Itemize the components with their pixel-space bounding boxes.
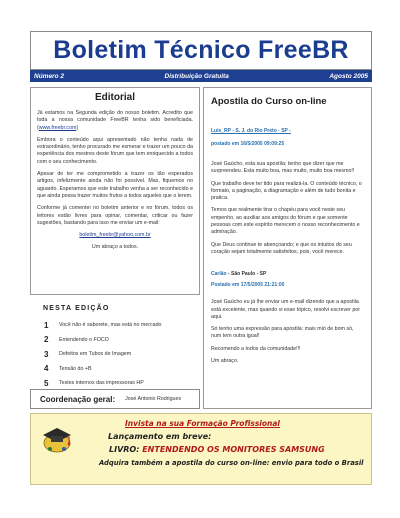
post-timestamp: postado em 16/5/2005 09:09:25 [211, 141, 285, 147]
post-paragraph: Temos que realmente tirar o chapéu para você neste seu empenho, ao auxiliar aos amigos do fórum e que somente pessoas com este espírito merecem o nosso reconhecimento e admiração. [211, 207, 360, 236]
contents-item-number: 1 [44, 320, 49, 330]
editorial-paragraph-1 [37, 110, 193, 132]
contents-item-number: 5 [44, 378, 49, 388]
info-bar [30, 70, 372, 82]
banner-headline: Invista na sua Formação Profissional [125, 419, 280, 428]
post-paragraph: Que trabalho deve ter tido para realizá-la. O conteúdo técnico, o formato, a paginação, a diagramação e além de tudo bonita e pratica. [211, 180, 362, 202]
post-author[interactable]: Carlão [211, 271, 227, 278]
contents-item-title: Defeitos em Tubos de Imagem [59, 351, 132, 358]
contents-item-title: Tensão do +B [59, 365, 92, 372]
post-timestamp: Postado em 17/5/2005 21:21:00 [211, 282, 285, 289]
post-author[interactable]: Luis_RP - S. J. do Rio Preto - SP - [211, 128, 291, 134]
contents-item[interactable] [44, 318, 194, 333]
contents-item-number: 4 [44, 364, 49, 374]
graduation-cap-icon [39, 421, 75, 457]
masthead [30, 31, 372, 70]
post-paragraph: Só tenho uma expressão para apostila: mais mió de bom só, num tem outra igual! [211, 326, 354, 340]
contents-item[interactable] [44, 333, 194, 348]
post-paragraph: José Gaúcho, esta sua apostila; tenho que dizer que me surpreendeu. Esta muito boa, mas muito, muito boa mesmo!! [211, 161, 355, 175]
banner-book-prefix: LIVRO: [109, 445, 143, 454]
contents-item-title: Você não é saborete, mas está no mercado [59, 322, 162, 329]
banner-book-title: ENTENDENDO OS MONITORES SAMSUNG [142, 445, 325, 454]
editorial-paragraph-2: Embora o conteúdo aqui apresentado não tenha nada de extraordinário, tenho procurado me esmerar e trazer um pouco da experiência dos mestres deste fórum que tem enriquecido a todos com o seu conhecimento. [37, 136, 193, 165]
coordinator-name: José Antonio Rodrigues [125, 396, 182, 402]
coordination-box [30, 389, 200, 409]
promo-banner [30, 413, 372, 485]
post-location: - São Paulo - SP [226, 271, 267, 278]
contact-email-link[interactable]: boletim_freebr@yahoo.com.br [79, 232, 151, 239]
freebr-link[interactable]: www.freebr.com [38, 124, 77, 131]
post-author-line [211, 271, 364, 278]
post-paragraph: Um abraço. [211, 358, 239, 365]
apostila-title: Apostila do Curso on-line [211, 96, 327, 107]
contents-list [44, 318, 194, 391]
editorial-title: Editorial [94, 92, 135, 103]
editorial-closing: Um abraço a todos. [91, 244, 139, 251]
issue-date: Agosto 2005 [329, 72, 368, 80]
contents-item[interactable] [44, 362, 194, 377]
contents-item-title: Testes internos das impressoras HP [59, 380, 144, 387]
contents-item[interactable] [44, 347, 194, 362]
banner-offer-text: Adquira também a apostila do curso on-line: envio para todo o Brasil [99, 459, 364, 467]
contents-item-number: 2 [44, 335, 49, 345]
coordination-label: Coordenação geral: [40, 394, 116, 404]
apostila-column [203, 87, 372, 409]
distribution-note: Distribuição Gratuita [164, 72, 229, 80]
editorial-p1-text: Já estamos na Segunda edição do nosso boletim. Acredito que toda a nossa comunidade FreeBR tenha sido beneficiada. ( [37, 110, 193, 131]
issue-number: Número 2 [34, 72, 64, 80]
editorial-paragraph-3: Apesar de ter me comprometido a trazer os tão esperados artigos, infelizmente ainda não foi possível. Mas, fiquemos no aguardo. Esperamos que este trabalho venha a ser reconhecido e que ainda possa trazer muitos frutos a todos aqueles que o lerem. [37, 171, 193, 199]
banner-launch-note: Lançamento em breve: [108, 432, 212, 441]
contents-item-number: 3 [44, 349, 49, 359]
editorial-email-line [37, 232, 193, 239]
editorial-paragraph-4: Conforme já comentei no boletim anterior e no fórum, todos os leitores estão livres para opinar, comentar, criticar ou fazer sugestões, bastando para isso me enviar um e-mail: [37, 205, 193, 226]
editorial-p1-end: ) [76, 124, 79, 131]
editorial-box [30, 87, 200, 295]
contents-item-title: Entendendo o FOCO [59, 336, 109, 343]
contents-title: NESTA EDIÇÃO [43, 305, 110, 312]
newsletter-title: Boletim Técnico FreeBR [53, 36, 349, 64]
post-paragraph: Que Deus continue te abençoando; e que os intuitos do seu coração sejam totalmente satisfeitos, pois, você merece. [211, 241, 352, 255]
banner-book-line [109, 445, 325, 454]
post-paragraph: Recomendo a todos da comunidade!!! [211, 345, 301, 352]
post-paragraph: José Gaúcho eu já lhe enviar um e-mail dizendo que a apostila está excelente, mas quando vi esse tópico, resolvi escrever por aqui. [211, 299, 360, 320]
